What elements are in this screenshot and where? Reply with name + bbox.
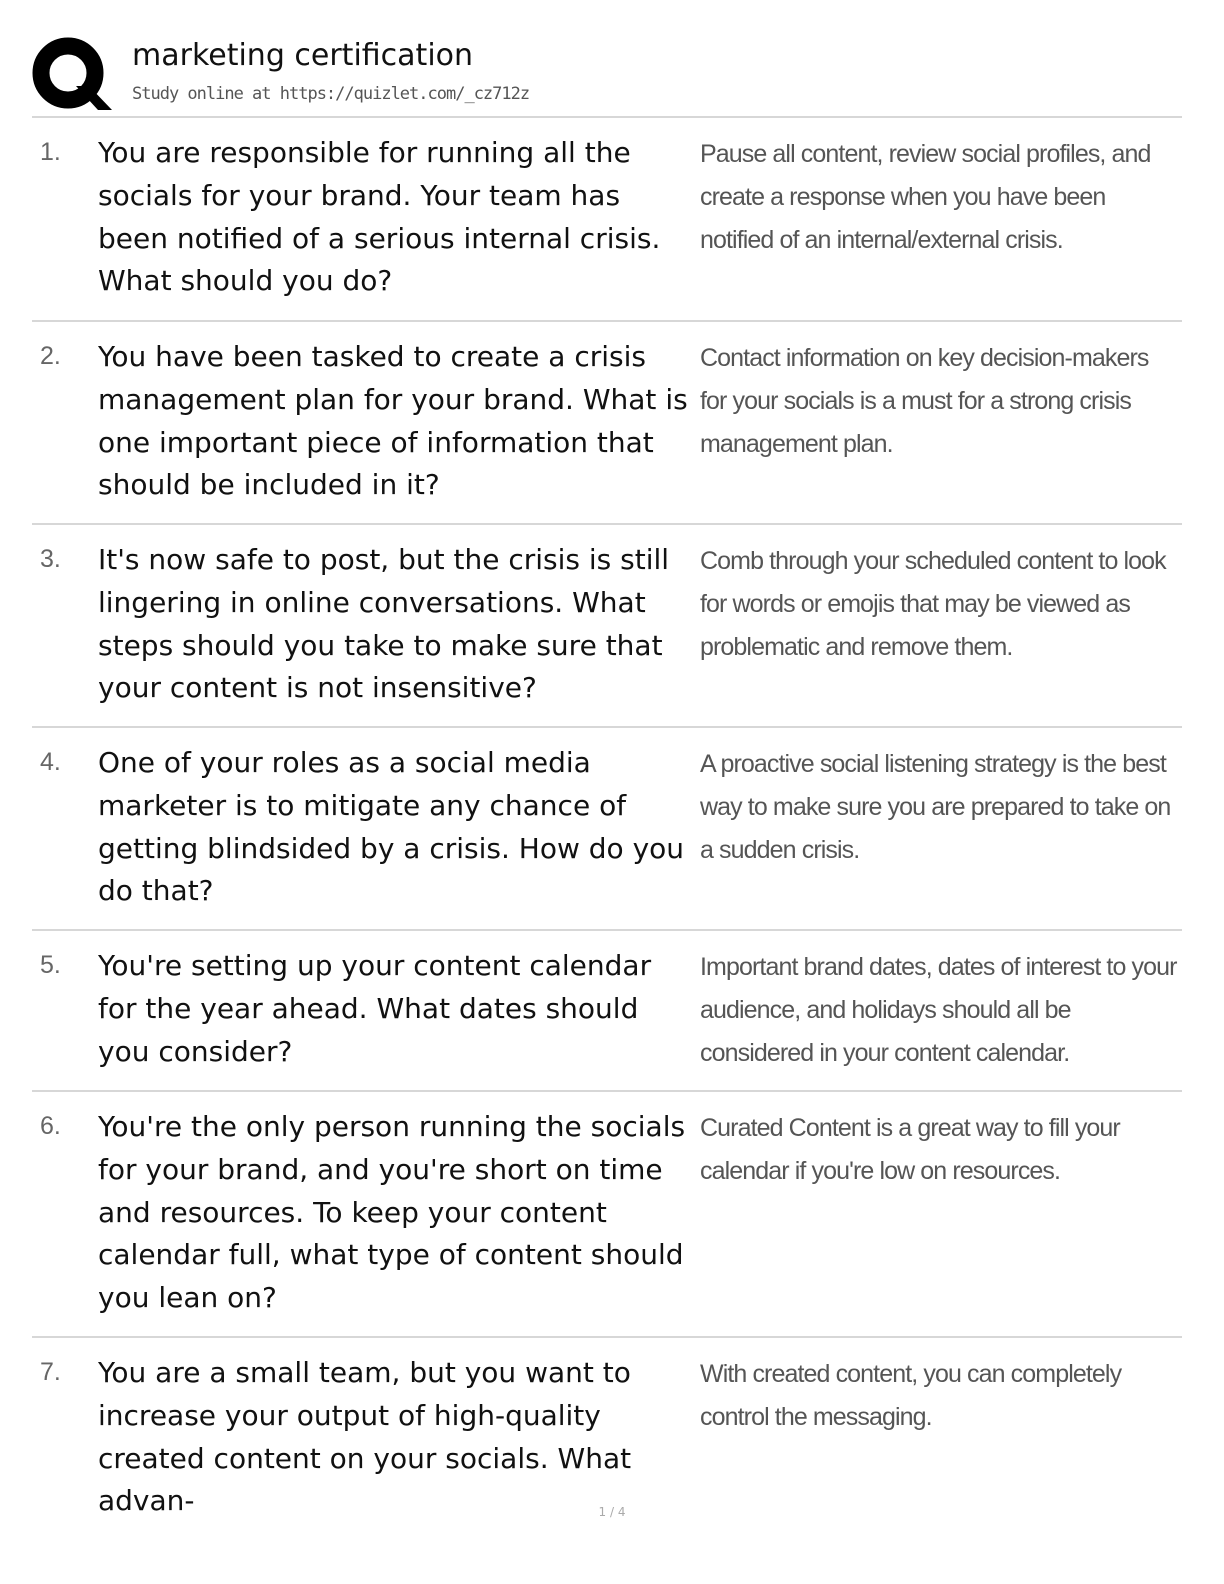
flashcard <box>32 525 1182 728</box>
card-number: 5. <box>40 951 61 979</box>
card-question: You're the only person running the socials for your brand, and you're short on time and resources. To keep your content calendar full, what type of content should you lean on? <box>98 1110 686 1315</box>
card-question: You're setting up your content calendar for the year ahead. What dates should you consider? <box>98 949 652 1068</box>
flashcard <box>32 931 1182 1092</box>
flashcard <box>32 118 1182 322</box>
card-number: 1. <box>40 138 61 166</box>
flashcard <box>32 1092 1182 1338</box>
page-header <box>32 34 1182 116</box>
card-question: You have been tasked to create a crisis management plan for your brand. What is one important piece of information that should be included in it? <box>98 340 688 502</box>
card-answer: Comb through your scheduled content to look for words or emojis that may be viewed as problematic and remove them. <box>700 547 1166 661</box>
card-answer: A proactive social listening strategy is the best way to make sure you are prepared to take on a sudden crisis. <box>700 750 1171 864</box>
card-question: It's now safe to post, but the crisis is still lingering in online conversations. What steps should you take to make sure that your content is not insensitive? <box>98 543 670 705</box>
card-number: 3. <box>40 545 61 573</box>
card-answer: With created content, you can completely control the messaging. <box>700 1360 1122 1431</box>
card-number: 7. <box>40 1358 61 1386</box>
card-answer: Important brand dates, dates of interest to your audience, and holidays should all be considered in your content calendar. <box>700 953 1177 1067</box>
page-number: 1 / 4 <box>598 1505 626 1519</box>
card-question: You are a small team, but you want to increase your output of high-quality created content on your socials. What advan- <box>98 1356 632 1518</box>
card-number: 6. <box>40 1112 61 1140</box>
card-question: One of your roles as a social media marketer is to mitigate any chance of getting blindsided by a crisis. How do you do that? <box>98 746 685 908</box>
card-question: You are responsible for running all the socials for your brand. Your team has been notified of a serious internal crisis. What should you do? <box>98 136 661 298</box>
flashcard <box>32 728 1182 931</box>
flashcard <box>32 322 1182 525</box>
card-answer: Pause all content, review social profiles, and create a response when you have been notified of an internal/external crisis. <box>700 140 1151 254</box>
card-answer: Contact information on key decision-makers for your socials is a must for a strong crisis management plan. <box>700 344 1149 458</box>
study-online-link[interactable]: Study online at https://quizlet.com/_cz712z <box>132 84 530 104</box>
card-number: 4. <box>40 748 61 776</box>
set-title: marketing certification <box>132 38 474 73</box>
card-answer: Curated Content is a great way to fill your calendar if you're low on resources. <box>700 1114 1120 1185</box>
quizlet-logo-icon <box>32 36 112 114</box>
card-number: 2. <box>40 342 61 370</box>
